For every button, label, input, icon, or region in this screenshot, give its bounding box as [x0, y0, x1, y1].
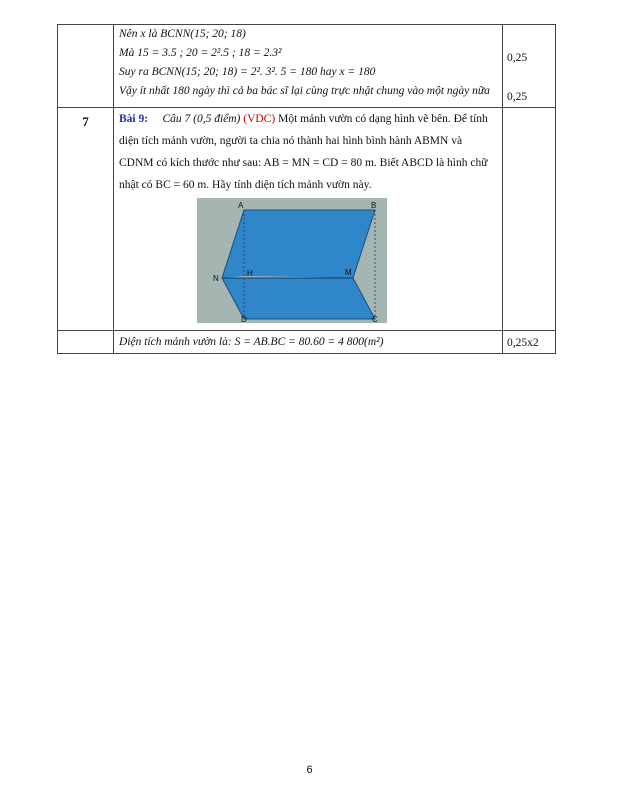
answer-cell	[114, 331, 503, 354]
score-value: 0,25	[507, 91, 528, 103]
solution-line: Suy ra BCNN(15; 20; 18) = 2². 3². 5 = 180 hay x = 180	[119, 66, 376, 78]
question-body: Một mảnh vườn có dạng hình vẽ bên. Để tính diện tích mảnh vườn, người ta chia nó thành hai hình bình hành ABMN và CDNM có kích thước như sau: AB = MN = CD = 80 m. Biết ABCD là hình chữ nhật có BC = 60 m. Hãy tính diện tích mảnh vườn này.	[119, 113, 488, 191]
bai-label: Bài 9:	[119, 113, 149, 125]
score-cell	[503, 108, 556, 331]
table-row	[58, 331, 556, 354]
solution-cell	[114, 25, 503, 108]
figure-label-n: N	[213, 274, 219, 283]
table-row	[58, 108, 556, 331]
garden-figure-image	[197, 198, 387, 323]
question-text	[114, 108, 502, 196]
figure-label-d: D	[241, 315, 247, 323]
cau-label: Câu 7 (0,5 điểm)	[162, 113, 241, 125]
table-row	[58, 25, 556, 108]
answer-text: Diện tích mảnh vườn là: S = AB.BC = 80.60 = 4 800(m²)	[119, 336, 384, 348]
figure-label-a: A	[238, 201, 244, 210]
figure-label-m: M	[345, 268, 352, 277]
solution-line: Vậy ít nhất 180 ngày thì cả ba bác sĩ lại cùng trực nhật chung vào một ngày nữa	[119, 85, 490, 97]
score-cell	[503, 331, 556, 354]
page-number: 6	[306, 764, 313, 776]
question-number-cell	[58, 25, 114, 108]
question-number-cell	[58, 108, 114, 331]
figure-label-h: H	[247, 269, 253, 278]
score-value: 0,25x2	[507, 337, 539, 349]
score-cell	[503, 25, 556, 108]
question-number-cell	[58, 331, 114, 354]
figure-label-b: B	[371, 201, 377, 210]
solution-line: Nên x là BCNN(15; 20; 18)	[119, 28, 246, 40]
figure-container	[114, 196, 502, 330]
question-number: 7	[82, 114, 89, 129]
solution-line: Mà 15 = 3.5 ; 20 = 2².5 ; 18 = 2.3²	[119, 47, 282, 59]
level-label: (VDC)	[243, 113, 276, 125]
figure-label-c: C	[372, 315, 378, 323]
score-value: 0,25	[507, 52, 528, 64]
question-cell	[114, 108, 503, 331]
answer-table	[57, 24, 556, 354]
